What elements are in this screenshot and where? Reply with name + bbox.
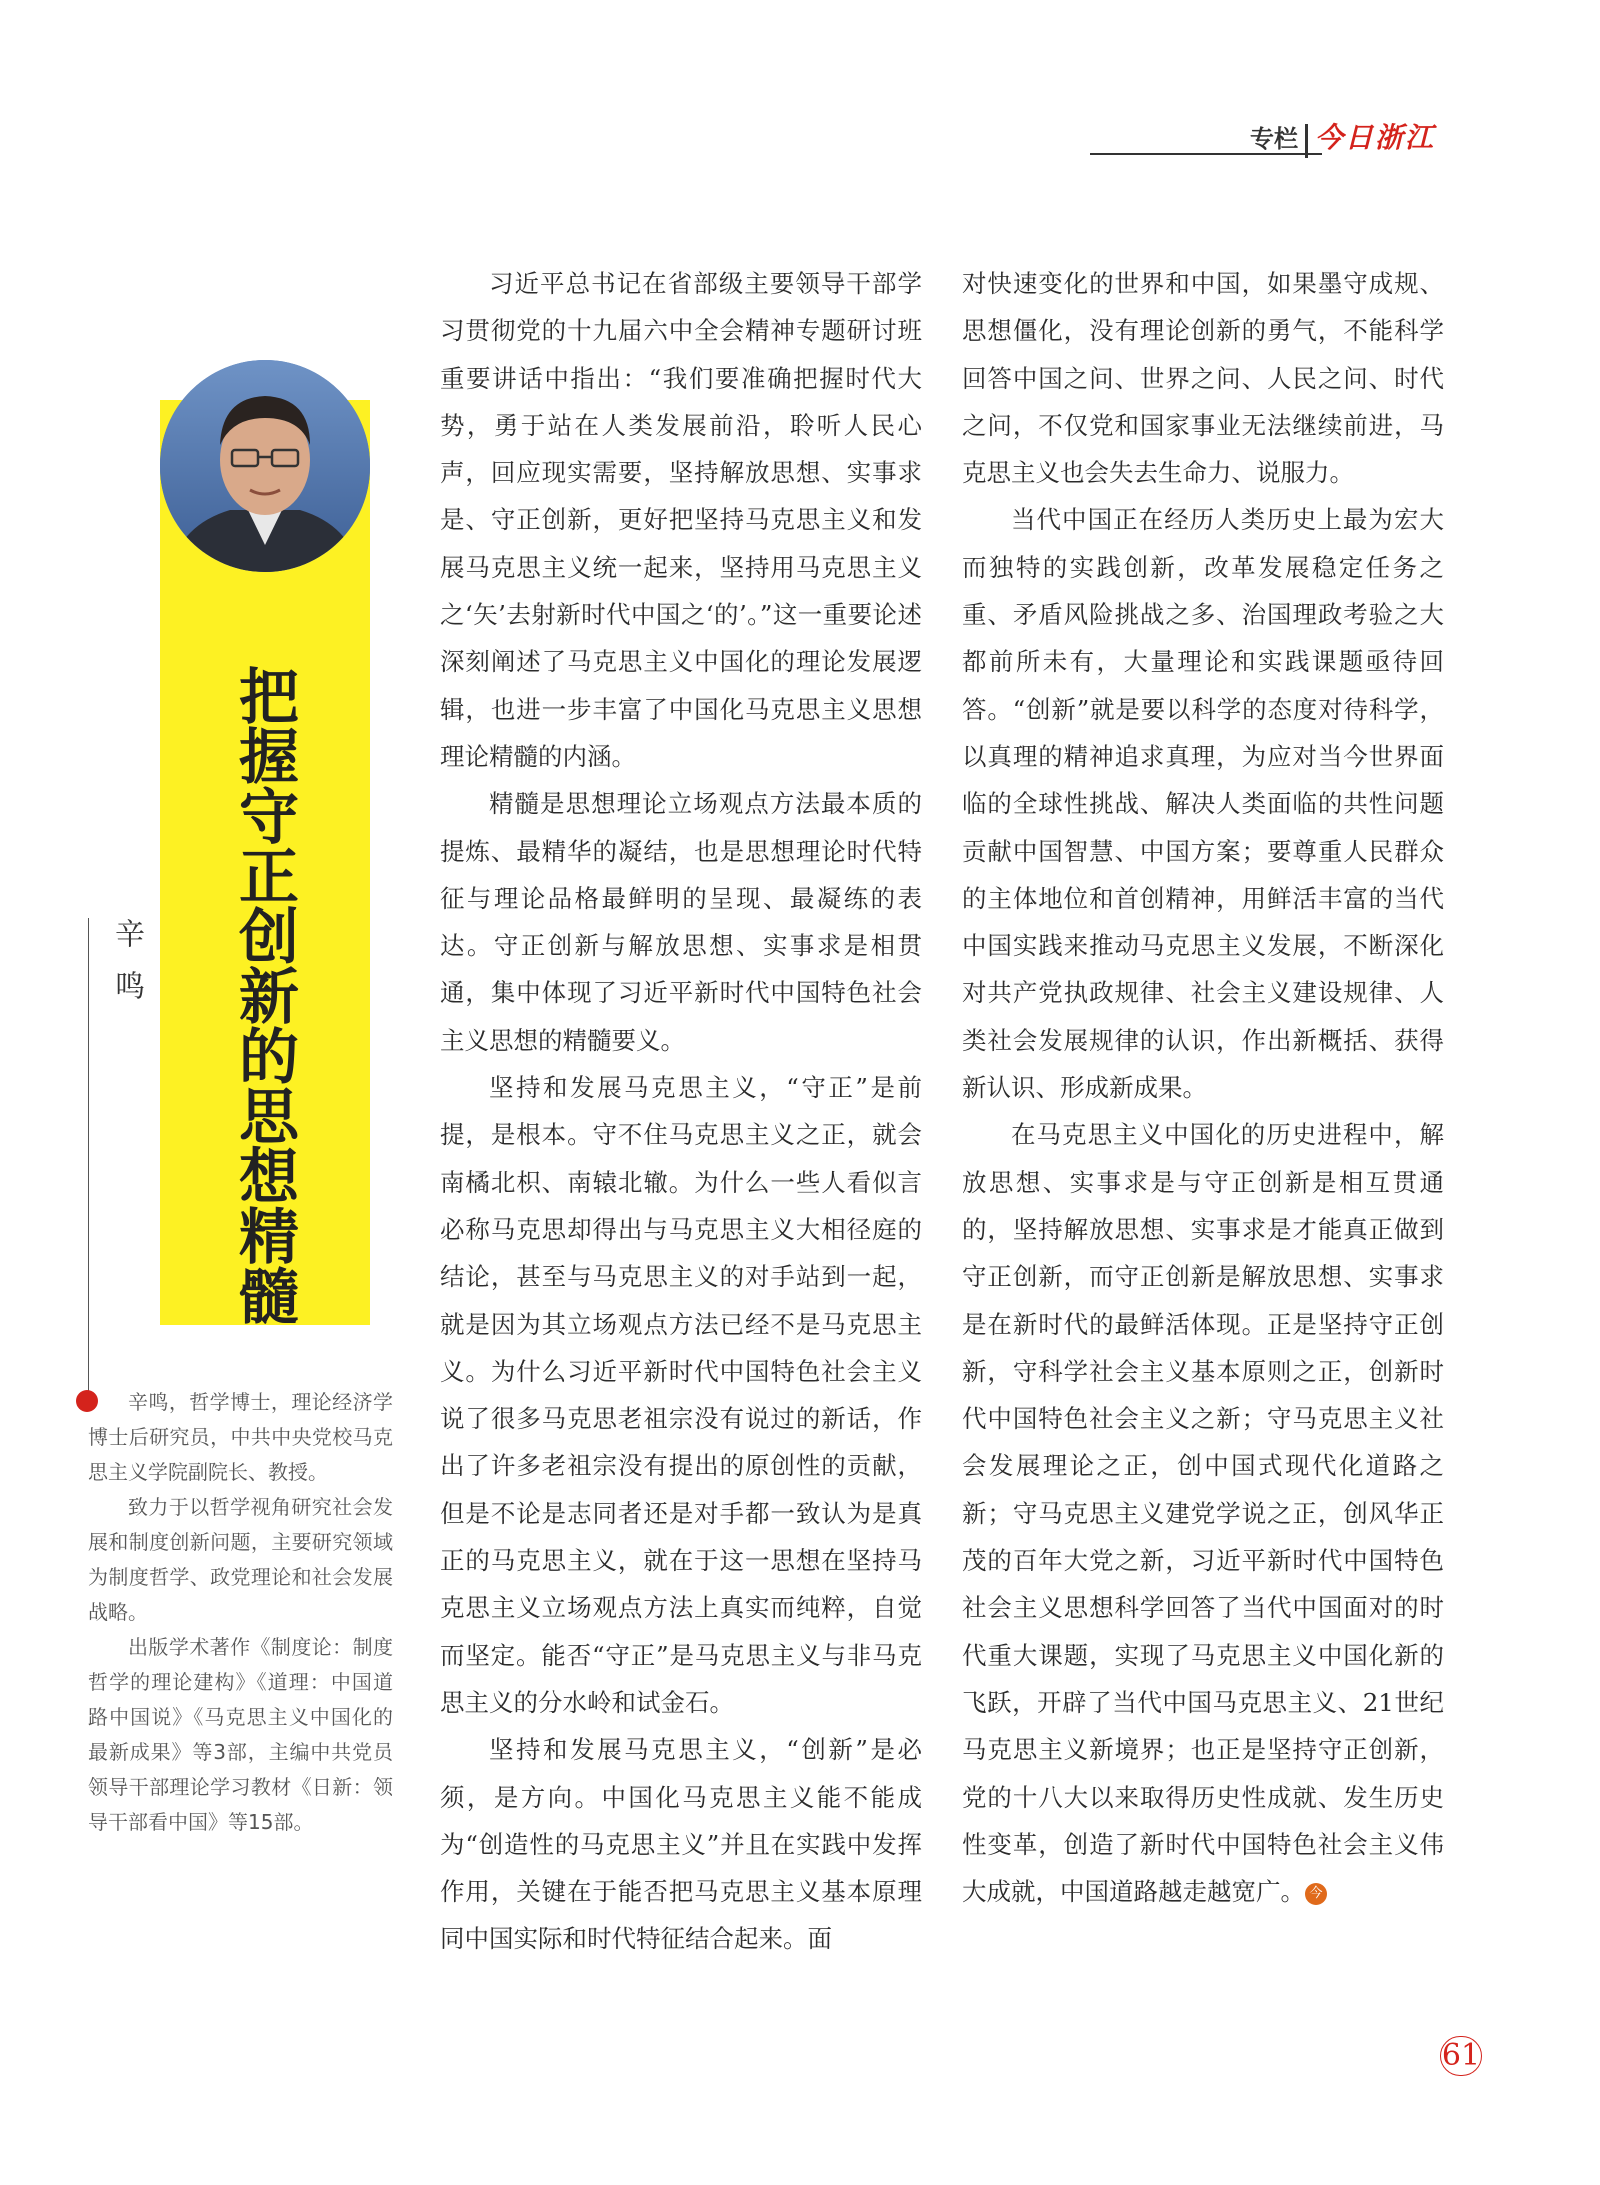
author-bio xyxy=(88,1385,393,1840)
body-column-1 xyxy=(440,260,922,1963)
bio-paragraph: 致力于以哲学视角研究社会发展和制度创新问题，主要研究领域为制度哲学、政党理论和社会发展战略。 xyxy=(88,1495,393,1624)
end-mark-icon: 今 xyxy=(1305,1883,1327,1905)
header-brand-logo: 今日浙江 xyxy=(1315,121,1436,154)
body-paragraph: 精髓是思想理论立场观点方法最本质的提炼、最精华的凝结，也是思想理论时代特征与理论品格最鲜明的呈现、最凝练的表达。守正创新与解放思想、实事求是相贯通，集中体现了习近平新时代中国特色社会主义思想的精髓要义。 xyxy=(440,789,922,1055)
author-rule xyxy=(88,918,89,1398)
author-name: 辛鸣 xyxy=(109,918,144,1022)
body-column-2 xyxy=(962,260,1444,1915)
body-paragraph-continued: 对快速变化的世界和中国，如果墨守成规、思想僵化，没有理论创新的勇气，不能科学回答中国之问、世界之问、人民之问、时代之问，不仅党和国家事业无法继续前进，马克思主义也会失去生命力、说服力。 xyxy=(962,269,1444,488)
body-paragraph: 当代中国正在经历人类历史上最为宏大而独特的实践创新，改革发展稳定任务之重、矛盾风险挑战之多、治国理政考验之大都前所未有，大量理论和实践课题亟待回答。“创新”就是要以科学的态度对待科学，以真理的精神追求真理，为应对当今世界面临的全球性挑战、解决人类面临的共性问题贡献中国智慧、中国方案；要尊重人民群众的主体地位和首创精神，用鲜活丰富的当代中国实践来推动马克思主义发展，不断深化对共产党执政规律、社会主义建设规律、人类社会发展规律的认识，作出新概括、获得新认识、形成新成果。 xyxy=(962,505,1444,1103)
author-photo xyxy=(160,360,370,572)
final-paragraph-text: 在马克思主义中国化的历史进程中，解放思想、实事求是与守正创新是相互贯通的，坚持解放思想、实事求是才能真正做到守正创新，而守正创新是解放思想、实事求是在新时代的最鲜活体现。正是坚持守正创新，守科学社会主义基本原则之正，创新时代中国特色社会主义之新；守马克思主义社会发展理论之正，创中国式现代化道路之新；守马克思主义建党学说之正，创风华正茂的百年大党之新，习近平新时代中国特色社会主义思想科学回答了当代中国面对的时代重大课题，实现了马克思主义中国化新的飞跃，开辟了当代中国马克思主义、21世纪马克思主义新境界；也正是坚持守正创新，党的十八大以来取得历史性成就、发生历史性变革，创造了新时代中国特色社会主义伟大成就，中国道路越走越宽广。 xyxy=(962,1120,1444,1907)
bio-paragraph: 出版学术著作《制度论：制度哲学的理论建构》《道理：中国道路中国说》《马克思主义中国化的最新成果》等3部，主编中共党员领导干部理论学习教材《日新：领导干部看中国》等15部。 xyxy=(88,1635,393,1834)
bio-paragraph: 辛鸣，哲学博士，理论经济学博士后研究员，中共中央党校马克思主义学院副院长、教授。 xyxy=(88,1390,393,1484)
body-paragraph: 坚持和发展马克思主义，“创新”是必须，是方向。中国化马克思主义能不能成为“创造性的马克思主义”并且在实践中发挥作用，关键在于能否把马克思主义基本原理同中国实际和时代特征结合起来。面 xyxy=(440,1735,922,1954)
article-title: 把握守正创新的思想精髓 xyxy=(229,665,299,1325)
author-portrait-icon xyxy=(160,360,370,572)
header-section-label: 专栏 xyxy=(1250,125,1298,153)
page-number: 61 xyxy=(1440,2036,1482,2076)
header-divider xyxy=(1305,124,1308,158)
body-paragraph: 坚持和发展马克思主义，“守正”是前提，是根本。守不住马克思主义之正，就会南橘北枳、南辕北辙。为什么一些人看似言必称马克思却得出与马克思主义大相径庭的结论，甚至与马克思主义的对手站到一起，就是因为其立场观点方法已经不是马克思主义。为什么习近平新时代中国特色社会主义说了很多马克思老祖宗没有说过的新话，作出了许多老祖宗没有提出的原创性的贡献，但是不论是志同者还是对手都一致认为是真正的马克思主义，就在于这一思想在坚持马克思主义立场观点方法上真实而纯粹，自觉而坚定。能否“守正”是马克思主义与非马克思主义的分水岭和试金石。 xyxy=(440,1073,922,1717)
body-paragraph: 习近平总书记在省部级主要领导干部学习贯彻党的十九届六中全会精神专题研讨班重要讲话中指出：“我们要准确把握时代大势，勇于站在人类发展前沿，聆听人民心声，回应现实需要，坚持解放思想、实事求是、守正创新，更好把坚持马克思主义和发展马克思主义统一起来，坚持用马克思主义之‘矢’去射新时代中国之‘的’。”这一重要论述深刻阐述了马克思主义中国化的理论发展逻辑，也进一步丰富了中国化马克思主义思想理论精髓的内涵。 xyxy=(440,269,922,771)
body-paragraph-final xyxy=(962,1111,1444,1915)
